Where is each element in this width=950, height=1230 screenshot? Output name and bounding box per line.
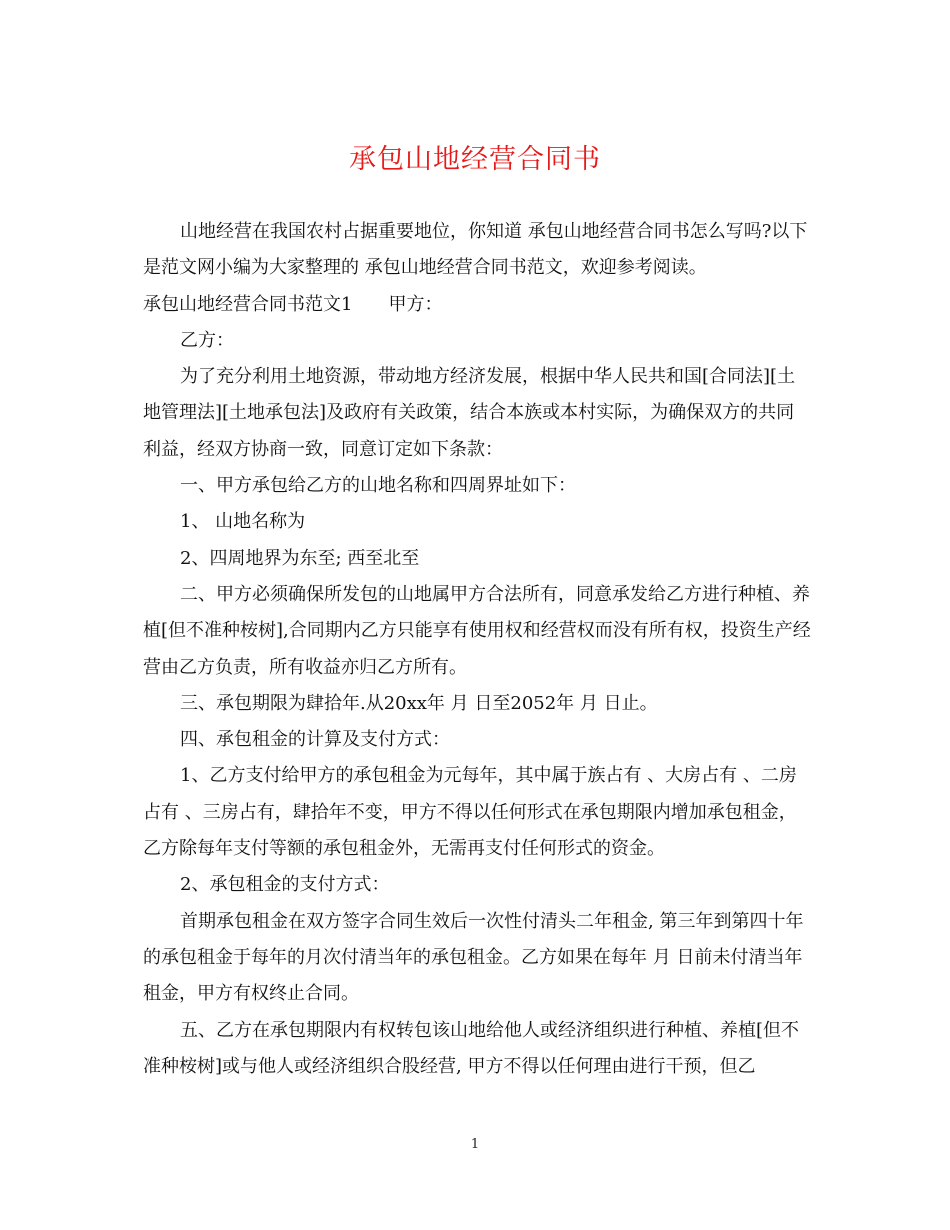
paragraph-intro: 山地经营在我国农村占据重要地位，你知道 承包山地经营合同书怎么写吗?以下是范文网小编为大家整理的 承包山地经营合同书范文，欢迎参考阅读。 bbox=[143, 221, 808, 279]
paragraph-clause-3: 三、承包期限为肆拾年.从20xx年 月 日至2052年 月 日止。 bbox=[180, 692, 658, 714]
paragraph-payment-terms: 首期承包租金在双方签字合同生效后一次性付清头二年租金, 第三年到第四十年的承包租金于每年的月次付清当年的承包租金。乙方如果在每年 月 日前未付清当年租金，甲方有权终止合同。 bbox=[143, 910, 804, 1005]
paragraph-clause-4: 四、承包租金的计算及支付方式： bbox=[180, 729, 450, 751]
paragraph-clause-1-item-2: 2、四周地界为东至; 西至北至 bbox=[180, 547, 420, 569]
paragraph-sample-heading: 承包山地经营合同书范文1 甲方： bbox=[143, 293, 443, 315]
paragraph-clause-4-item-2: 2、承包租金的支付方式： bbox=[180, 874, 390, 896]
document-title: 承包山地经营合同书 bbox=[349, 144, 601, 175]
document-body bbox=[143, 214, 811, 1085]
paragraph-party-b: 乙方： bbox=[180, 329, 234, 351]
paragraph-purpose: 为了充分利用土地资源，带动地方经济发展，根据中华人民共和国[合同法][土地管理法][土地承包法]及政府有关政策，结合本族或本村实际，为确保双方的共同利益，经双方协商一致，同意订定如下条款： bbox=[143, 366, 796, 460]
paragraph-clause-1-item-1: 1、 山地名称为 bbox=[180, 511, 306, 533]
page-number: 1 bbox=[470, 1137, 480, 1152]
paragraph-clause-1: 一、甲方承包给乙方的山地名称和四周界址如下： bbox=[180, 475, 576, 497]
paragraph-clause-2: 二、甲方必须确保所发包的山地属甲方合法所有，同意承发给乙方进行种植、养植[但不准种桉树],合同期内乙方只能享有使用权和经营权而没有所有权，投资生产经营由乙方负责，所有收益亦归乙方所有。 bbox=[143, 583, 811, 678]
paragraph-clause-4-item-1: 1、乙方支付给甲方的承包租金为元每年，其中属于族占有 、大房占有 、二房占有 、三房占有，肆拾年不变，甲方不得以任何形式在承包期限内增加承包租金，乙方除每年支付等额的承包租金外，无需再支付任何形式的资金。 bbox=[143, 765, 797, 860]
paragraph-clause-5: 五、乙方在承包期限内有权转包该山地给他人或经济组织进行种植、养植[但不准种桉树]或与他人或经济组织合股经营, 甲方不得以任何理由进行干预，但乙 bbox=[143, 1019, 800, 1077]
